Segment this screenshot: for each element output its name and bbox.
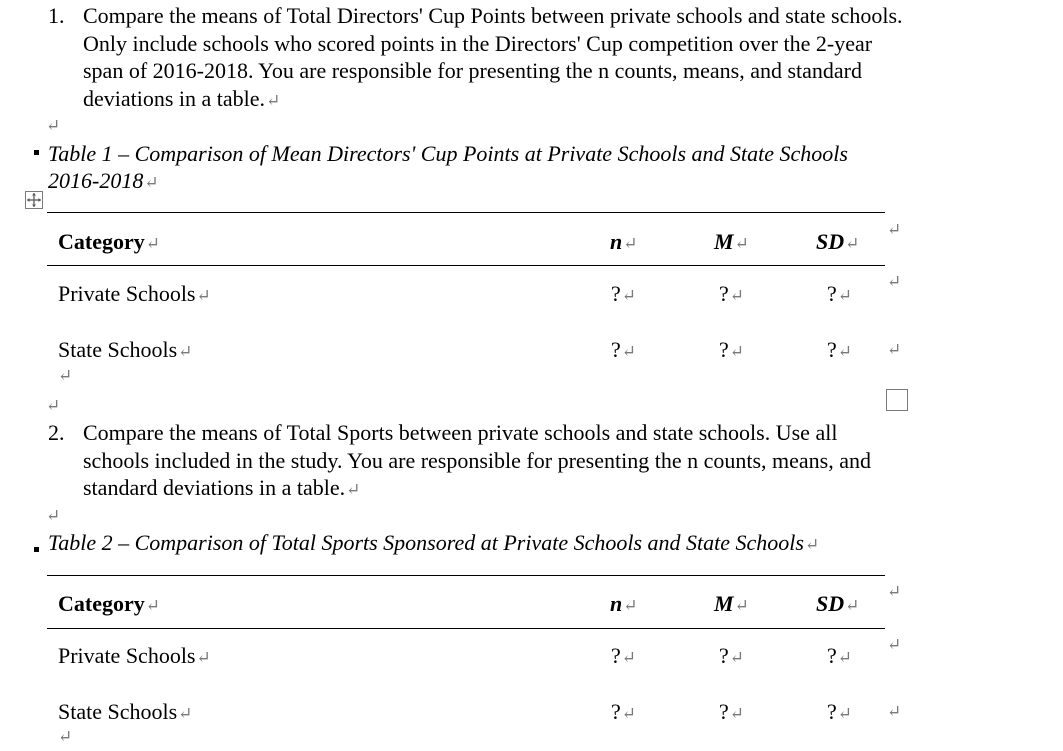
header-m: M↵ [714, 229, 749, 254]
header-sd: SD↵ [816, 229, 860, 254]
cell-sd: ?↵ [827, 699, 853, 724]
cell-m: ?↵ [719, 699, 745, 724]
cell-category: State Schools↵ [58, 337, 193, 362]
cell-m: ?↵ [719, 643, 745, 668]
table-header-rule [47, 628, 885, 629]
question-1-number: 1. [48, 3, 65, 28]
question-1-line: Only include schools who scored points in the Directors' Cup competition over the 2-year [83, 30, 873, 56]
keep-with-next-marker [34, 547, 39, 552]
table-2-caption: Table 2 – Comparison of Total Sports Sponsored at Private Schools and State Schools↵ [48, 530, 820, 555]
row-end-mark: ↵ [887, 582, 902, 601]
question-2-line: schools included in the study. You are responsible for presenting the n counts, means, and [83, 447, 871, 473]
row-end-mark: ↵ [887, 635, 902, 654]
table-top-rule [47, 575, 885, 576]
table-top-rule [47, 212, 885, 213]
header-n: n↵ [610, 229, 638, 254]
cell-m: ?↵ [719, 281, 745, 306]
cell-category: Private Schools↵ [58, 643, 211, 668]
question-2-line: Compare the means of Total Sports between private schools and state schools. Use all [83, 420, 838, 445]
header-category: Category↵ [58, 591, 160, 616]
question-2-number: 2. [48, 420, 65, 445]
table-1-caption: Table 1 – Comparison of Mean Directors' Cup Points at Private Schools and State Schools [48, 141, 848, 166]
cell-n: ?↵ [611, 337, 637, 362]
header-category: Category↵ [58, 229, 160, 254]
paragraph-mark: ↵ [804, 535, 820, 554]
cell-sd: ?↵ [827, 281, 853, 306]
paragraph-mark: ↵ [58, 727, 73, 746]
paragraph-mark: ↵ [46, 506, 61, 525]
header-sd: SD↵ [816, 591, 860, 616]
table-header-rule [47, 265, 885, 266]
row-end-mark: ↵ [887, 220, 902, 239]
paragraph-mark: ↵ [346, 480, 361, 499]
cell-n: ?↵ [611, 643, 637, 668]
row-end-mark: ↵ [887, 702, 902, 721]
paragraph-mark: ↵ [266, 90, 281, 110]
question-2-line: standard deviations in a table.↵ [83, 475, 361, 500]
cell-category: Private Schools↵ [58, 281, 211, 306]
cell-sd: ?↵ [827, 643, 853, 668]
paragraph-mark: ↵ [46, 396, 61, 415]
row-end-mark: ↵ [887, 272, 902, 291]
cell-n: ?↵ [611, 281, 637, 306]
keep-with-next-marker [34, 150, 39, 155]
cell-m: ?↵ [719, 337, 745, 362]
question-1-line: deviations in a table.↵ [83, 85, 281, 111]
header-n: n↵ [610, 591, 638, 616]
header-m: M↵ [714, 591, 749, 616]
empty-checkbox[interactable] [886, 389, 908, 411]
paragraph-mark: ↵ [144, 173, 159, 192]
cell-n: ?↵ [611, 699, 637, 724]
cell-sd: ?↵ [827, 337, 853, 362]
paragraph-mark: ↵ [58, 366, 73, 385]
table-1-caption: 2016-2018↵ [48, 168, 159, 193]
question-1-line: Compare the means of Total Directors' Cup Points between private schools and state schools. [83, 3, 903, 28]
row-end-mark: ↵ [887, 340, 902, 359]
table-move-handle-icon[interactable] [25, 191, 43, 209]
question-1-line: span of 2016-2018. You are responsible for presenting the n counts, means, and standard [83, 58, 863, 83]
cell-category: State Schools↵ [58, 699, 193, 724]
paragraph-mark: ↵ [46, 116, 61, 135]
